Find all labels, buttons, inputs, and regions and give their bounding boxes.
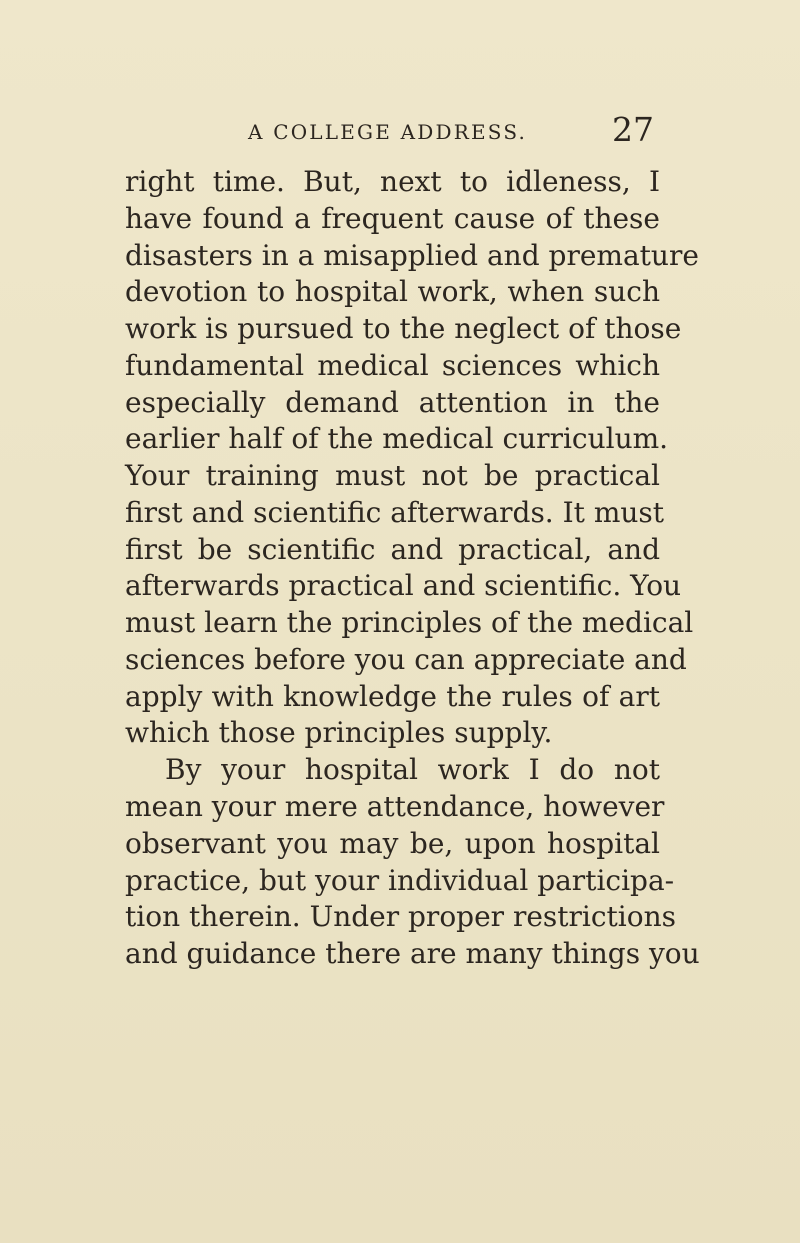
text-line: tion therein. Under proper restrictions [125, 900, 677, 934]
text-line: observant you may be, upon hospital [125, 826, 660, 860]
text-line: and guidance there are many things you [125, 937, 700, 971]
text-line: Your training must not be practical [125, 459, 660, 493]
text-line: earlier half of the medical curriculum. [125, 422, 669, 456]
text-line: sciences before you can appreciate and [125, 642, 687, 676]
text-line: work is pursued to the neglect of those [125, 312, 682, 346]
running-header [0, 112, 800, 152]
text-line: right time. But, next to idleness, I [125, 165, 660, 198]
text-line: disasters in a misapplied and premature [125, 238, 699, 272]
text-line: fundamental medical sciences which [125, 348, 660, 382]
text-line: apply with knowledge the rules of art [125, 679, 660, 713]
text-line: afterwards practical and scientific. You [125, 569, 682, 603]
text-line: must learn the principles of the medical [125, 606, 694, 640]
running-title: A COLLEGE ADDRESS. [248, 120, 528, 144]
text-line: first be scientific and practical, and [125, 532, 660, 566]
text-line: mean your mere attendance, however [125, 790, 665, 824]
page-number: 27 [612, 110, 654, 149]
body-text [125, 164, 700, 973]
paragraph-last-line: which those principles supply. [125, 716, 553, 750]
text-line: have found a frequent cause of these [125, 201, 660, 235]
text-line: first and scientific afterwards. It must [125, 495, 665, 529]
text-line: practice, but your individual participa- [125, 863, 675, 897]
text-line: devotion to hospital work, when such [125, 275, 660, 309]
text-line: especially demand attention in the [125, 385, 660, 419]
paragraph-first-line: By your hospital work I do not [165, 753, 660, 787]
